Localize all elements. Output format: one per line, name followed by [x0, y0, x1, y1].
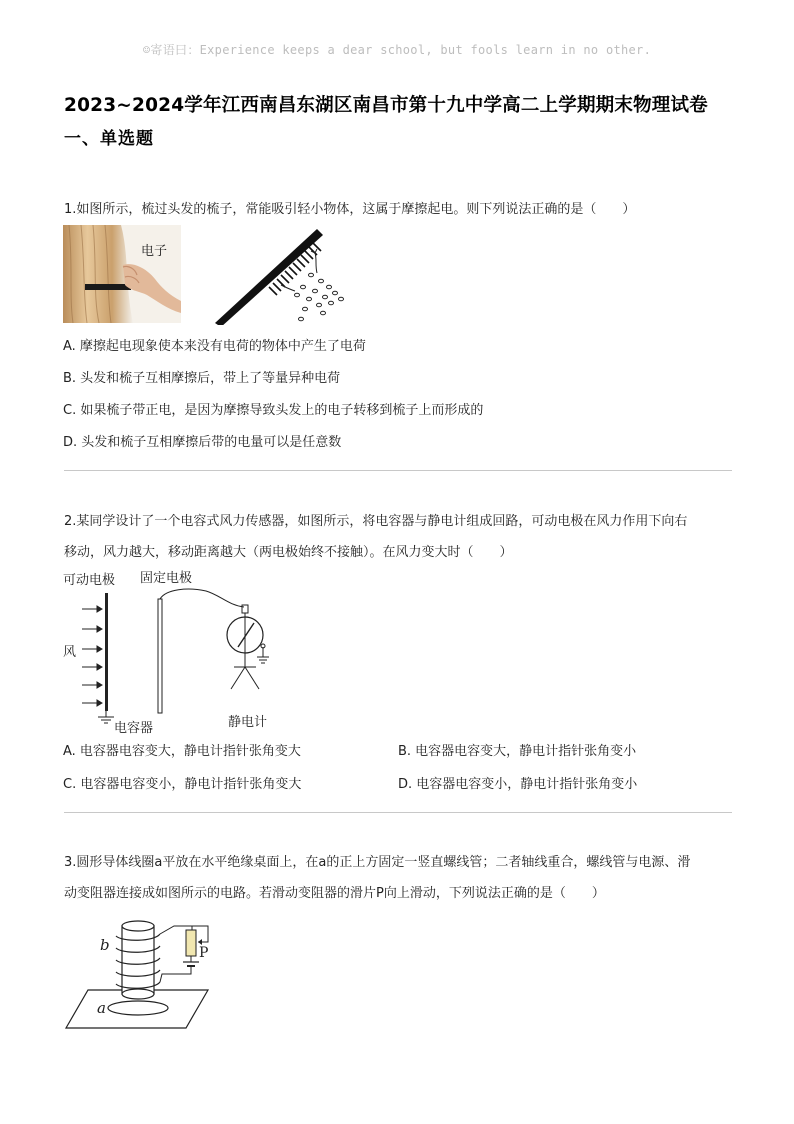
solenoid-coil-diagram — [62, 912, 222, 1032]
question-2-option-d[interactable]: D. 电容器电容变小，静电计指针张角变小 — [398, 777, 638, 792]
solenoid-b-label: b — [100, 936, 110, 954]
question-2-option-b[interactable]: B. 电容器电容变大，静电计指针张角变小 — [398, 744, 637, 759]
movable-electrode-label: 可动电极 — [63, 573, 116, 588]
question-1-option-d[interactable]: D. 头发和梳子互相摩擦后带的电量可以是任意数 — [63, 435, 342, 450]
question-1-stem: 1.如图所示，梳过头发的梳子，常能吸引轻小物体，这属于摩擦起电。则下列说法正确的是（ ） — [64, 202, 636, 217]
question-2-option-c[interactable]: C. 电容器电容变小，静电计指针张角变大 — [63, 777, 302, 792]
question-2-stem-line-2: 移动，风力越大，移动距离越大（两电极始终不接触）。在风力变大时（ ） — [64, 545, 513, 560]
electrometer-label: 静电计 — [228, 715, 268, 730]
coil-a-label: a — [97, 999, 106, 1017]
comb-diagram — [205, 225, 355, 325]
fixed-electrode-label: 固定电极 — [140, 571, 193, 586]
question-1-option-b[interactable]: B. 头发和梳子互相摩擦后，带上了等量异种电荷 — [63, 371, 341, 386]
document-title: 2023~2024学年江西南昌东湖区南昌市第十九中学高二上学期期末物理试卷 — [64, 95, 708, 116]
slider-p-label: P — [199, 945, 209, 961]
watermark: ☺寄语曰：Experience keeps a dear school, but fools learn in no other. — [142, 43, 652, 57]
capacitor-label: 电容器 — [114, 721, 154, 736]
wind-label: 风 — [63, 645, 77, 660]
question-divider — [64, 812, 732, 813]
question-3-stem-line-2: 动变阻器连接成如图所示的电路。若滑动变阻器的滑片P向上滑动，下列说法正确的是（ ） — [64, 886, 605, 901]
question-3-stem-line-1: 3.圆形导体线圈a平放在水平绝缘桌面上，在a的正上方固定一竖直螺线管；二者轴线重合，螺线管与电源、滑 — [64, 855, 691, 870]
question-1-option-c[interactable]: C. 如果梳子带正电，是因为摩擦导致头发上的电子转移到梳子上而形成的 — [63, 403, 484, 418]
question-divider — [64, 470, 732, 471]
electron-label: 电子 — [141, 244, 168, 259]
question-2-option-a[interactable]: A. 电容器电容变大，静电计指针张角变大 — [63, 744, 301, 759]
question-2-stem-line-1: 2.某同学设计了一个电容式风力传感器，如图所示，将电容器与静电计组成回路，可动电极在风力作用下向右 — [64, 514, 688, 529]
question-1-option-a[interactable]: A. 摩擦起电现象使本来没有电荷的物体中产生了电荷 — [63, 339, 366, 354]
capacitor-sensor-diagram — [78, 585, 298, 725]
section-title: 一、单选题 — [64, 129, 154, 149]
